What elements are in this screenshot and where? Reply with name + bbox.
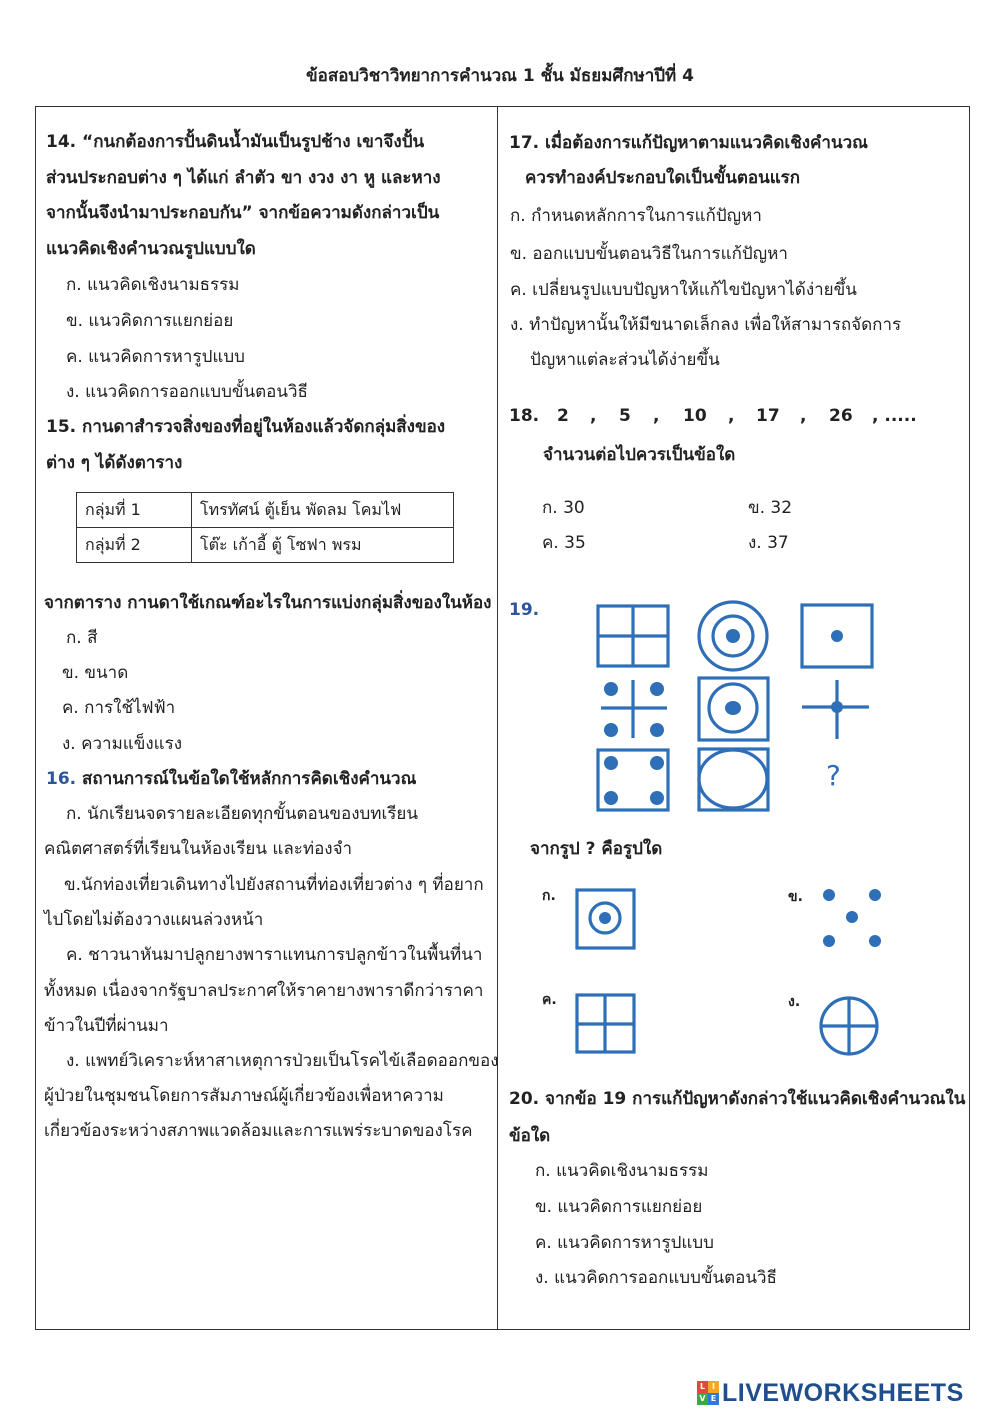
- page-title: ข้อสอบวิชาวิทยาการคำนวณ 1 ชั้น มัธยมศึกษาปีที่ 4: [306, 66, 694, 86]
- q18-question: จำนวนต่อไปควรเป็นข้อใด: [543, 445, 736, 465]
- q18-choice-d[interactable]: ง. 37: [748, 533, 789, 553]
- table-cell: กลุ่มที่ 2: [77, 528, 192, 563]
- q20-choice-d[interactable]: ง. แนวคิดการออกแบบขั้นตอนวิธี: [535, 1268, 777, 1288]
- q15-choice-b[interactable]: ข. ขนาด: [62, 663, 129, 683]
- q20-choice-b[interactable]: ข. แนวคิดการแยกย่อย: [535, 1197, 703, 1217]
- table-cell: โต๊ะ เก้าอี้ ตู้ โซฟา พรม: [192, 528, 454, 563]
- q18-choice-c[interactable]: ค. 35: [542, 533, 586, 553]
- logo-mark-icon: [697, 1381, 719, 1405]
- q18-number: 18.: [509, 406, 540, 426]
- logo-wordmark: LIVEWORKSHEETS: [722, 1378, 964, 1407]
- q18-choice-b[interactable]: ข. 32: [748, 498, 793, 518]
- q17-choice-d[interactable]: ง. ทำปัญหานั้นให้มีขนาดเล็กลง เพื่อให้สามารถจัดการ: [510, 315, 902, 335]
- q16-choice-a[interactable]: ก. นักเรียนจดรายละเอียดทุกขั้นตอนของบทเรียน: [66, 804, 419, 824]
- q20-line-1: 20. จากข้อ 19 การแก้ปัญหาดังกล่าวใช้แนวคิดเชิงคำนวณใน: [509, 1089, 966, 1109]
- q18-seq-item: 26: [829, 406, 853, 426]
- q16-number: 16.: [46, 769, 77, 789]
- q16-title: สถานการณ์ในข้อใดใช้หลักการคิดเชิงคำนวณ: [76, 769, 417, 789]
- table-cell: โทรทัศน์ ตู้เย็น พัดลม โคมไฟ: [192, 493, 454, 528]
- q17-choice-a[interactable]: ก. กำหนดหลักการในการแก้ปัญหา: [510, 206, 762, 226]
- q17-choice-d-cont: ปัญหาแต่ละส่วนได้ง่ายขึ้น: [530, 350, 720, 370]
- logo-mark-letter: V: [697, 1393, 708, 1405]
- logo-mark-letter: I: [708, 1381, 719, 1393]
- q18-seq-item: 2: [557, 406, 569, 426]
- q19-choice-b-label[interactable]: ข.: [788, 889, 803, 905]
- q14-line-2: ส่วนประกอบต่าง ๆ ได้แก่ ลำตัว ขา งวง งา หู และหาง: [46, 168, 441, 188]
- q17-choice-b[interactable]: ข. ออกแบบขั้นตอนวิธีในการแก้ปัญหา: [510, 244, 788, 264]
- q14-line-3: จากนั้นจึงนำมาประกอบกัน” จากข้อความดังกล่าวเป็น: [46, 203, 440, 223]
- q14-choice-c[interactable]: ค. แนวคิดการหารูปแบบ: [66, 347, 245, 367]
- q17-line-1: 17. เมื่อต้องการแก้ปัญหาตามแนวคิดเชิงคำนวณ: [509, 133, 868, 153]
- q19-unknown-mark: ?: [826, 759, 841, 792]
- q18-choice-a[interactable]: ก. 30: [542, 498, 585, 518]
- q18-seq-item: 17: [756, 406, 780, 426]
- table-row: [77, 528, 454, 563]
- q19-question: จากรูป ? คือรูปใด: [530, 839, 663, 859]
- q14-line-1: 14. “กนกต้องการปั้นดินน้ำมันเป็นรูปช้าง เขาจึงปั้น: [46, 132, 425, 152]
- q18-seq-item: 5: [619, 406, 631, 426]
- column-divider: [497, 106, 498, 1330]
- q19-choice-c-label[interactable]: ค.: [542, 992, 557, 1008]
- q16-choice-d[interactable]: ง. แพทย์วิเคราะห์หาสาเหตุการป่วยเป็นโรคไข้เลือดออกของ: [66, 1051, 499, 1071]
- q14-choice-b[interactable]: ข. แนวคิดการแยกย่อย: [66, 311, 234, 331]
- q16-choice-a-cont: คณิตศาสตร์ที่เรียนในห้องเรียน และท่องจำ: [44, 839, 353, 859]
- q15-question: จากตาราง กานดาใช้เกณฑ์อะไรในการแบ่งกลุ่มสิ่งของในห้อง: [44, 593, 492, 613]
- q14-choice-d[interactable]: ง. แนวคิดการออกแบบขั้นตอนวิธี: [66, 382, 308, 402]
- liveworksheets-logo: [697, 1378, 964, 1408]
- q16-choice-b[interactable]: ข.นักท่องเที่ยวเดินทางไปยังสถานที่ท่องเที่ยวต่าง ๆ ที่อยาก: [64, 875, 484, 895]
- q16-choice-d-cont: ผู้ป่วยในชุมชนโดยการสัมภาษณ์ผู้เกี่ยวข้องเพื่อหาความ: [44, 1086, 444, 1106]
- table-row: [77, 493, 454, 528]
- q15-line-1: 15. กานดาสำรวจสิ่งของที่อยู่ในห้องแล้วจัดกลุ่มสิ่งของ: [46, 417, 446, 437]
- q16-choice-b-cont: ไปโดยไม่ต้องวางแผนล่วงหน้า: [44, 910, 264, 930]
- q16-heading: [46, 765, 416, 792]
- q16-choice-c-cont2: ข้าวในปีที่ผ่านมา: [44, 1016, 169, 1036]
- q20-choice-a[interactable]: ก. แนวคิดเชิงนามธรรม: [535, 1161, 709, 1181]
- q20-line-2: ข้อใด: [509, 1126, 551, 1146]
- q15-choice-c[interactable]: ค. การใช้ไฟฟ้า: [62, 698, 176, 718]
- q18-seq-comma: ,: [590, 406, 597, 426]
- q15-choice-d[interactable]: ง. ความแข็งแรง: [62, 734, 183, 754]
- q19-choice-d-label[interactable]: ง.: [788, 994, 801, 1010]
- q15-choice-a[interactable]: ก. สี: [66, 628, 98, 648]
- q14-line-4: แนวคิดเชิงคำนวณรูปแบบใด: [46, 239, 256, 259]
- group-table: [76, 492, 454, 563]
- q16-choice-c[interactable]: ค. ชาวนาหันมาปลูกยางพาราแทนการปลูกข้าวในพื้นที่นา: [66, 945, 483, 965]
- q16-choice-c-cont: ทั้งหมด เนื่องจากรัฐบาลประกาศให้ราคายางพาราดีกว่าราคา: [44, 981, 484, 1001]
- q15-line-2: ต่าง ๆ ได้ดังตาราง: [46, 453, 183, 473]
- q18-seq-item: 10: [683, 406, 707, 426]
- q17-choice-c[interactable]: ค. เปลี่ยนรูปแบบปัญหาให้แก้ไขปัญหาได้ง่ายขึ้น: [510, 280, 857, 300]
- q18-seq-comma: ,: [800, 406, 807, 426]
- q17-line-2: ควรทำองค์ประกอบใดเป็นขั้นตอนแรก: [525, 168, 801, 188]
- q20-choice-c[interactable]: ค. แนวคิดการหารูปแบบ: [535, 1233, 714, 1253]
- logo-mark-letter: L: [697, 1381, 708, 1393]
- q16-choice-d-cont2: เกี่ยวข้องระหว่างสภาพแวดล้อมและการแพร่ระบาดของโรค: [44, 1121, 473, 1141]
- q18-seq-comma: ,: [728, 406, 735, 426]
- q18-seq-tail: , .....: [872, 406, 917, 426]
- q14-choice-a[interactable]: ก. แนวคิดเชิงนามธรรม: [66, 275, 240, 295]
- table-cell: กลุ่มที่ 1: [77, 493, 192, 528]
- q18-seq-comma: ,: [653, 406, 660, 426]
- q19-number: 19.: [509, 600, 540, 620]
- logo-mark-letter: E: [708, 1393, 719, 1405]
- q19-choice-a-label[interactable]: ก.: [542, 888, 556, 904]
